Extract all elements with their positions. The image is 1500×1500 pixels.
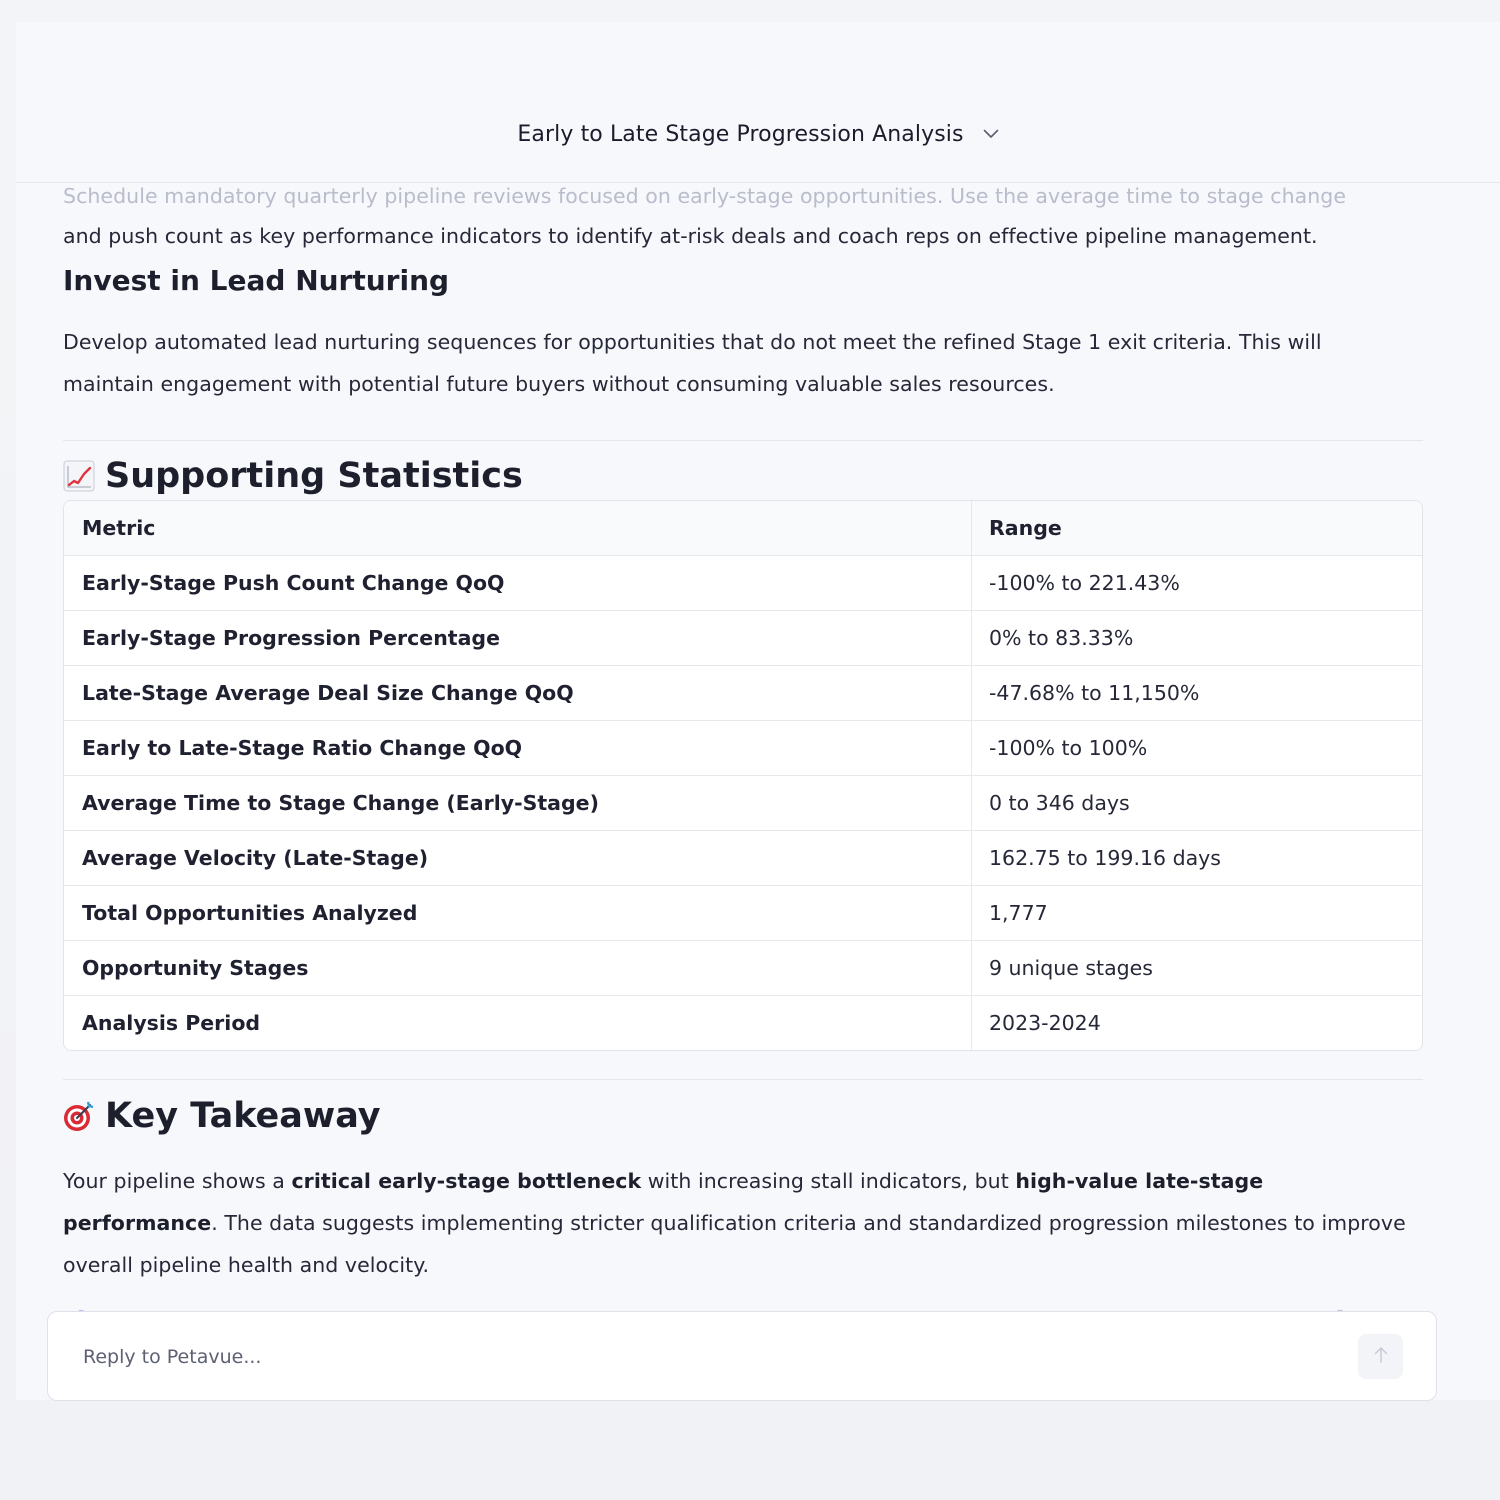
range-cell: 0% to 83.33% bbox=[989, 626, 1134, 650]
divider bbox=[63, 440, 1423, 441]
range-cell: 1,777 bbox=[989, 901, 1048, 925]
table-row bbox=[64, 610, 1422, 665]
section-heading-key-takeaway bbox=[63, 1096, 381, 1136]
chevron-down-icon bbox=[983, 120, 999, 145]
divider bbox=[63, 1079, 1423, 1080]
chat-panel bbox=[16, 22, 1500, 1400]
title-dropdown[interactable] bbox=[16, 122, 1500, 148]
arrow-up-icon bbox=[1374, 1346, 1388, 1368]
table-row bbox=[64, 555, 1422, 610]
range-cell: -100% to 100% bbox=[989, 736, 1148, 760]
table-row bbox=[64, 885, 1422, 940]
metric-cell: Total Opportunities Analyzed bbox=[64, 886, 972, 940]
table-row bbox=[64, 665, 1422, 720]
metric-cell: Average Time to Stage Change (Early-Stage) bbox=[64, 776, 972, 830]
range-cell: 0 to 346 days bbox=[989, 791, 1130, 815]
faded-text-line: Schedule mandatory quarterly pipeline reviews focused on early-stage opportunities. Use the average time to stage change bbox=[63, 184, 1347, 208]
metric-cell: Early-Stage Push Count Change QoQ bbox=[64, 556, 972, 610]
table-row bbox=[64, 995, 1422, 1050]
heading-text: Key Takeaway bbox=[105, 1096, 381, 1136]
metric-cell: Late-Stage Average Deal Size Change QoQ bbox=[64, 666, 972, 720]
bold-text: critical early-stage bottleneck bbox=[291, 1169, 642, 1193]
send-button[interactable] bbox=[1358, 1334, 1403, 1379]
paragraph: and push count as key performance indicators to identify at-risk deals and coach reps on effective pipeline management. bbox=[63, 224, 1318, 248]
reply-box bbox=[47, 1311, 1437, 1401]
column-header-metric: Metric bbox=[64, 501, 972, 555]
chart-increasing-icon bbox=[63, 460, 95, 492]
section-heading-lead-nurturing: Invest in Lead Nurturing bbox=[63, 264, 450, 297]
table-row bbox=[64, 775, 1422, 830]
range-cell: -47.68% to 11,150% bbox=[989, 681, 1200, 705]
range-cell: -100% to 221.43% bbox=[989, 571, 1180, 595]
range-cell: 162.75 to 199.16 days bbox=[989, 846, 1221, 870]
table-row bbox=[64, 830, 1422, 885]
page-title: Early to Late Stage Progression Analysis bbox=[517, 122, 964, 147]
reply-input[interactable] bbox=[81, 1336, 1285, 1378]
section-heading-supporting-statistics bbox=[63, 456, 523, 496]
table-header-row bbox=[64, 501, 1422, 555]
paragraph: Develop automated lead nurturing sequences for opportunities that do not meet the refined Stage 1 exit criteria. This will maintain engagement with potential future buyers without consuming valuable sales resources. bbox=[63, 330, 1322, 396]
text-segment: . The data suggests implementing stricter qualification criteria and standardized progression milestones to improve overall pipeline health and velocity. bbox=[63, 1211, 1406, 1277]
table-row bbox=[64, 720, 1422, 775]
takeaway-paragraph bbox=[63, 1160, 1413, 1286]
heading-text: Supporting Statistics bbox=[105, 456, 523, 496]
metric-cell: Opportunity Stages bbox=[64, 941, 972, 995]
direct-hit-icon bbox=[63, 1100, 95, 1132]
statistics-table bbox=[63, 500, 1423, 1051]
text-segment: with increasing stall indicators, but bbox=[641, 1169, 1016, 1193]
column-header-range: Range bbox=[989, 516, 1062, 540]
bold-text: high-value late-stage performance bbox=[63, 1169, 1264, 1235]
metric-cell: Average Velocity (Late-Stage) bbox=[64, 831, 972, 885]
table-row bbox=[64, 940, 1422, 995]
range-cell: 9 unique stages bbox=[989, 956, 1153, 980]
metric-cell: Early to Late-Stage Ratio Change QoQ bbox=[64, 721, 972, 775]
text-segment: Your pipeline shows a bbox=[63, 1169, 292, 1193]
metric-cell: Early-Stage Progression Percentage bbox=[64, 611, 972, 665]
range-cell: 2023-2024 bbox=[989, 1011, 1101, 1035]
metric-cell: Analysis Period bbox=[64, 996, 972, 1050]
header-bar bbox=[16, 22, 1500, 183]
